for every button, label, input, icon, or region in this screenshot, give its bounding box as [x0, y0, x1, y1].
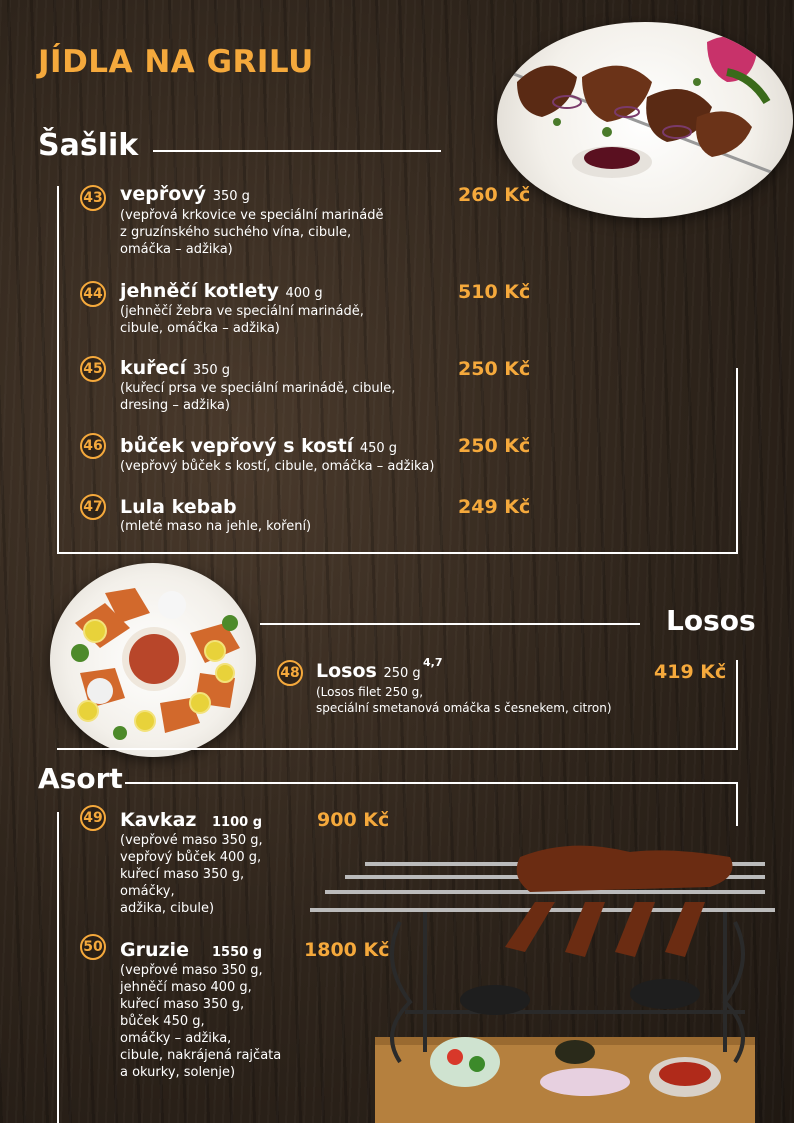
- item-title: kuřecí: [120, 357, 187, 379]
- item-description: (vepřový bůček s kostí, cibule, omáčka – adžika): [120, 459, 435, 474]
- item-name: Kavkaz: [120, 809, 197, 831]
- item-description: (vepřová krkovice ve speciální marinádě z gruzínského suchého vína, cibule, omáčka – adžika): [120, 208, 384, 257]
- item-description: (Losos filet 250 g, speciální smetanová omáčka s česnekem, citron): [316, 685, 612, 715]
- item-description: (vepřové maso 350 g, vepřový bůček 400 g, kuřecí maso 350 g, omáčky, adžika, cibule): [120, 833, 263, 916]
- item-title: Lula kebab: [120, 496, 237, 518]
- item-number-badge: 43: [80, 185, 106, 211]
- item-number-badge: 49: [80, 805, 106, 831]
- shashlik-plate-image: [497, 22, 793, 218]
- item-description: (mleté maso na jehle, koření): [120, 519, 312, 534]
- item-name: [120, 183, 250, 205]
- item-weight: 1100 g: [212, 815, 263, 830]
- item-number-badge: 44: [80, 281, 106, 307]
- item-name: Gruzie: [120, 939, 189, 961]
- divider-line: [153, 150, 441, 152]
- item-price: 900 Kč: [317, 809, 390, 831]
- section-heading-saslik: Šašlik: [38, 128, 139, 163]
- item-weight: 250 g: [383, 666, 421, 681]
- item-weight: 350 g: [192, 363, 231, 378]
- item-title: vepřový: [120, 183, 207, 205]
- item-weight: 350 g: [212, 189, 250, 204]
- section-heading-losos: Losos: [666, 604, 756, 637]
- item-weight: 400 g: [285, 286, 323, 301]
- item-title: Losos: [316, 660, 377, 682]
- item-number-badge: 45: [80, 356, 106, 382]
- item-weight: 450 g: [359, 441, 398, 456]
- item-name: [120, 357, 230, 379]
- frame-line: [736, 660, 738, 750]
- item-number-badge: 48: [277, 660, 303, 686]
- item-description: (kuřecí prsa ve speciální marinádě, cibule, dresing – adžika): [120, 381, 396, 413]
- item-price: 249 Kč: [458, 496, 531, 518]
- item-title: bůček vepřový s kostí: [120, 435, 354, 457]
- item-price: 250 Kč: [458, 358, 531, 380]
- item-number-badge: 50: [80, 934, 106, 960]
- item-name: [316, 660, 421, 682]
- item-weight: 1550 g: [212, 945, 263, 960]
- item-number-badge: 46: [80, 433, 106, 459]
- frame-line: [736, 368, 738, 554]
- item-price: 510 Kč: [458, 281, 531, 303]
- frame-line: [57, 748, 738, 750]
- salmon-plate-image: [50, 563, 256, 757]
- item-name: [120, 435, 397, 457]
- page-title: JÍDLA NA GRILU: [38, 44, 314, 80]
- item-description: (vepřové maso 350 g, jehněčí maso 400 g, kuřecí maso 350 g, bůček 450 g, omáčky – adžika, cibule, nakrájená rajčata a okurky, solenje): [120, 963, 282, 1080]
- frame-line: [57, 552, 738, 554]
- section-heading-asort: Asort: [38, 762, 123, 795]
- item-price: 419 Kč: [654, 661, 727, 683]
- divider-line: [125, 782, 738, 784]
- item-price: 250 Kč: [458, 435, 531, 457]
- item-name: [120, 280, 323, 302]
- item-price: 1800 Kč: [304, 939, 390, 961]
- divider-line: [260, 623, 640, 625]
- item-name: [120, 496, 237, 518]
- allergen-codes: 4,7: [423, 656, 443, 669]
- item-price: 260 Kč: [458, 184, 531, 206]
- frame-line: [736, 782, 738, 826]
- item-title: jehněčí kotlety: [120, 280, 279, 302]
- item-description: (jehněčí žebra ve speciální marinádě, cibule, omáčka – adžika): [120, 304, 364, 336]
- frame-line: [57, 812, 59, 1123]
- grill-image: [305, 842, 794, 1123]
- item-number-badge: 47: [80, 494, 106, 520]
- frame-line: [57, 186, 59, 554]
